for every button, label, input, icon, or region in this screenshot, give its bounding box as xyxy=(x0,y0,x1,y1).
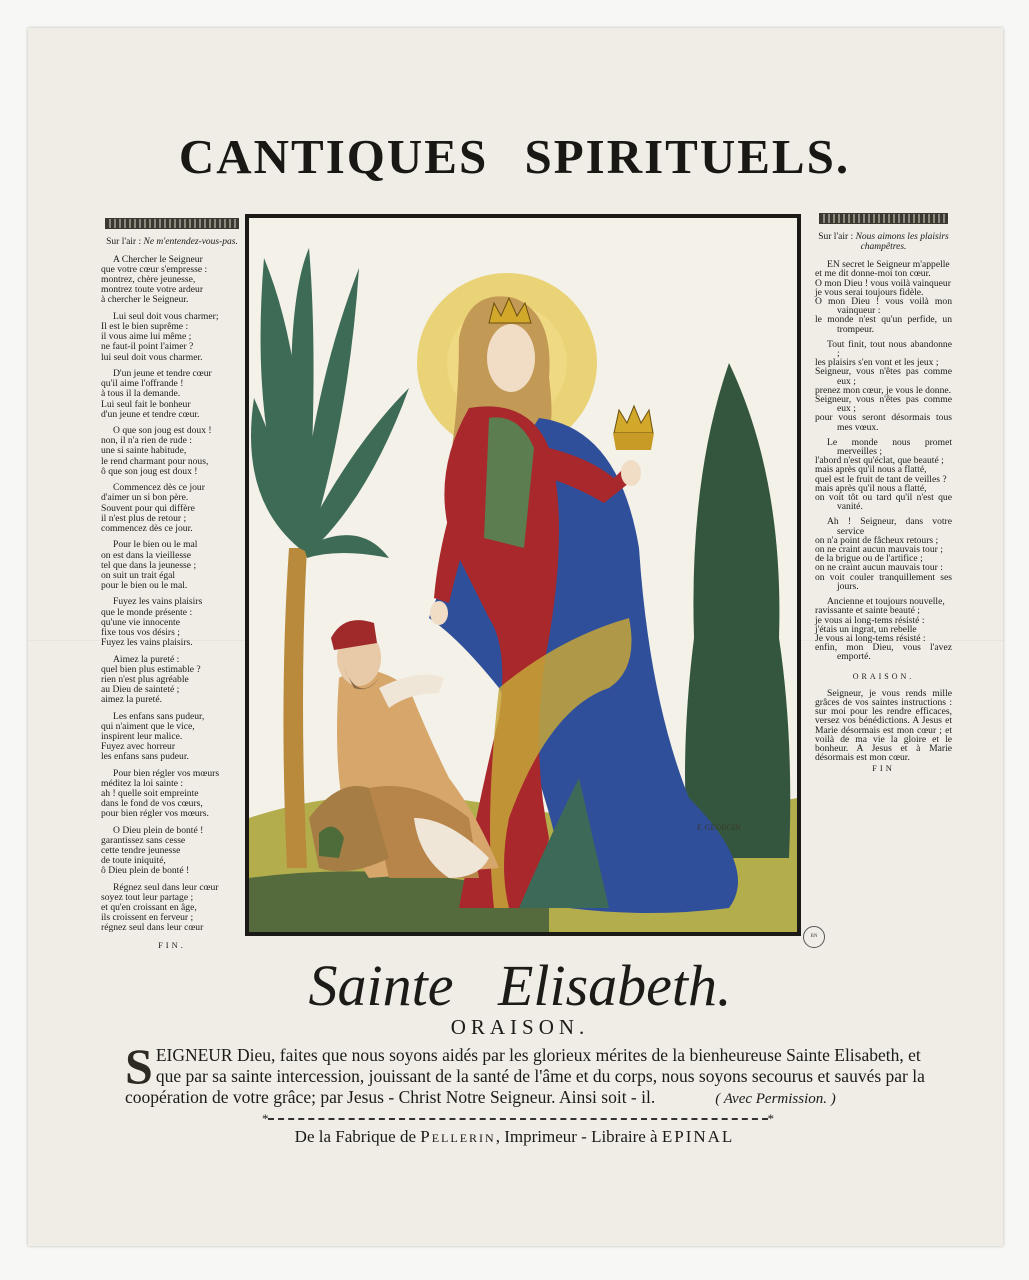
verse-line: ô que son joug est doux ! xyxy=(101,465,198,477)
verse-line: Fuyez les vains plaisirs. xyxy=(101,636,193,648)
ornament-bar xyxy=(819,213,948,224)
verse-line: dans le fond de vos cœurs, xyxy=(101,797,203,809)
air-title: Nous aimons les plaisirs champêtres. xyxy=(855,232,949,253)
saint-elisabeth-illustration xyxy=(249,218,797,932)
verse-line: Ah ! Seigneur, dans votre service xyxy=(827,516,952,537)
verse-line: à tous il la demande. xyxy=(101,388,181,400)
stanza xyxy=(101,312,243,362)
end-mark: FIN xyxy=(872,763,895,774)
stanza xyxy=(815,517,952,591)
verse-line: Le monde nous promet merveilles ; xyxy=(827,436,952,458)
verse-line: pour vous seront désormais tous mes vœux. xyxy=(815,412,952,433)
verse-line: rien n'est plus agréable xyxy=(101,673,189,685)
stanza xyxy=(815,340,952,432)
air-prefix: Sur l'air : xyxy=(818,232,854,242)
verse-line: A Chercher le Seigneur xyxy=(113,254,203,266)
verse-line: les plaisirs s'en vont et les jeux ; xyxy=(815,357,939,369)
stanza xyxy=(101,426,243,476)
verse-line: prenez mon cœur, je vous le donne. xyxy=(815,384,952,396)
prayer-lead: EIGNEUR xyxy=(155,1045,233,1065)
verse-line: qui n'aiment que le vice, xyxy=(101,720,195,732)
verse-line: Les enfans sans pudeur, xyxy=(113,710,205,722)
verse-line: j'étais un ingrat, un rebelle xyxy=(815,623,917,635)
printer-imprint xyxy=(0,1127,1029,1147)
verse-line: montrez, chère jeunesse, xyxy=(101,274,196,286)
verse-line: aimez la pureté. xyxy=(101,693,162,705)
oraison-prayer xyxy=(125,1038,925,1110)
verse-line: EN secret le Seigneur m'appelle xyxy=(827,259,950,271)
verse-line: qu'une vie innocente xyxy=(101,616,180,628)
verse-line: mais après qu'il nous a flatté, xyxy=(815,482,927,494)
verse-line: O Dieu plein de bonté ! xyxy=(113,824,204,836)
verse-line: O mon Dieu ! vous voilà vainqueur xyxy=(815,277,951,289)
verse-line: D'un jeune et tendre cœur xyxy=(113,368,212,380)
end-mark: FIN. xyxy=(158,939,186,950)
prayer-line xyxy=(125,1087,925,1110)
page-title: CANTIQUES SPIRITUELS. xyxy=(178,129,851,184)
stanza xyxy=(101,540,243,590)
verse-line: d'un jeune et tendre cœur. xyxy=(101,408,200,420)
verse-line: mais après qu'il nous a flatté, xyxy=(815,464,927,476)
ornament-bar xyxy=(105,218,239,229)
permission-note: ( Avec Permission. ) xyxy=(715,1091,836,1107)
verse-line: tel que dans la jeunesse ; xyxy=(101,559,197,571)
verse-line: Pour le bien ou le mal xyxy=(113,539,198,551)
stanza xyxy=(815,438,952,512)
verse-line: montrez toute votre ardeur xyxy=(101,284,204,296)
verse-line: on suit un trait égal xyxy=(101,569,176,581)
verse-line: le rend charmant pour nous, xyxy=(101,455,209,467)
verse-line: méditez la loi sainte : xyxy=(101,777,184,789)
verse-line: que votre cœur s'empresse : xyxy=(101,264,208,276)
verse-line: les enfans sans pudeur. xyxy=(101,750,189,762)
verse-line: Tout finit, tout nous abandonne ; xyxy=(827,338,952,360)
verse-line: de la brigue ou de l'artifice ; xyxy=(815,553,923,565)
stanza xyxy=(101,883,243,933)
verse-line: quel est le fruit de tant de veilles ? xyxy=(815,473,947,485)
verse-line: Régnez seul dans leur cœur xyxy=(113,881,219,893)
verse-line: il vous aime lui même ; xyxy=(101,331,192,343)
verse-line: il n'est plus de retour ; xyxy=(101,512,187,524)
verse-line: à chercher le Seigneur. xyxy=(101,294,189,306)
verse-line: commencez dès ce jour. xyxy=(101,522,193,534)
verse-line: on voit tôt ou tard qu'il n'est que vanité. xyxy=(815,492,952,513)
verse-line: Lui seul doit vous charmer; xyxy=(113,311,219,323)
oraison-heading-small: ORAISON. xyxy=(852,671,915,681)
verse-line: garantissez sans cesse xyxy=(101,834,186,846)
verse-line: qu'il aime l'offrande ! xyxy=(101,378,184,390)
air-title: Ne m'entendez-vous-pas. xyxy=(143,237,238,247)
illustration-frame xyxy=(245,214,801,936)
verse-line: Souvent pour qui diffère xyxy=(101,502,195,514)
verse-line: l'abord n'est qu'éclat, que beauté ; xyxy=(815,455,944,467)
verse-line: ne faut-il point l'aimer ? xyxy=(101,341,194,353)
air-indication xyxy=(101,237,243,247)
verse-line: Seigneur, vous n'êtes pas comme eux ; xyxy=(815,394,952,415)
verse-line: on ne craint aucun mauvais tour : xyxy=(815,562,943,574)
prayer-line xyxy=(125,1045,925,1066)
verse-line: Fuyez les vains plaisirs xyxy=(113,596,203,608)
prayer-line: que par sa sainte intercession, jouissant de la santé de l'âme et du corps, nous soyons secourus et sauvés par la xyxy=(155,1066,925,1086)
verse-line: Je vous ai long-tems résisté : xyxy=(815,632,926,644)
verse-line: et qu'en croissant en âge, xyxy=(101,901,197,913)
prayer-line-text: coopération de votre grâce; par Jesus - Christ Notre Seigneur. Ainsi soit - il. xyxy=(125,1087,656,1107)
stanza xyxy=(101,369,243,419)
verse-line: Aimez la pureté : xyxy=(113,653,180,665)
verse-line: O mon Dieu ! vous voilà mon vainqueur : xyxy=(815,296,952,317)
verse-line: Lui seul fait le bonheur xyxy=(101,398,191,410)
stanza-list xyxy=(815,260,952,661)
stanza xyxy=(101,655,243,705)
verse-line: O que son joug est doux ! xyxy=(113,425,212,437)
stanza xyxy=(815,597,952,661)
verse-line: inspirent leur malice. xyxy=(101,730,183,742)
verse-line: quel bien plus estimable ? xyxy=(101,663,201,675)
stanza xyxy=(101,769,243,819)
oraison-heading: ORAISON. xyxy=(450,1015,590,1039)
verse-line: Fuyez avec horreur xyxy=(101,740,176,752)
stanza xyxy=(815,260,952,334)
prayer-line-text: Dieu, faites que nous soyons aidés par les glorieux mérites de la bienheureuse Sainte Elisabeth, et xyxy=(232,1045,921,1065)
stanza xyxy=(101,597,243,647)
printer-name: Pellerin xyxy=(420,1127,496,1146)
collection-stamp: BN xyxy=(803,926,825,948)
verse-line: au Dieu de sainteté ; xyxy=(101,683,180,695)
stanza xyxy=(101,483,243,533)
verse-line: pour bien régler vos mœurs. xyxy=(101,808,209,820)
verse-line: Commencez dès ce jour xyxy=(113,482,205,494)
verse-line: non, il n'a rien de rude : xyxy=(101,435,192,447)
verse-line: une si sainte habitude, xyxy=(101,445,187,457)
verse-line: que le monde présente : xyxy=(101,606,193,618)
saint-name: Sainte Elisabeth. xyxy=(308,953,732,1018)
verse-line: d'aimer un si bon père. xyxy=(101,492,189,504)
verse-line: le monde n'est qu'un perfide, un trompeur. xyxy=(815,314,952,335)
oraison-text-small: Seigneur, je vous rends mille grâces de vos saintes instructions : sur moi pour les rendre efficaces, versez vos bénédictions. A Jesus et Marie désormais est mon cœur ; et voilà de ma vie la gloire et le bonheur. A Jesus et à Marie désormais est mon cœur. xyxy=(815,687,952,764)
imprint-middle: , Imprimeur - Libraire à xyxy=(495,1127,662,1146)
left-hymn-column xyxy=(101,218,243,950)
stanza xyxy=(101,826,243,876)
engraver-signature: F. GEORGIN xyxy=(697,823,741,832)
verse-line: lui seul doit vous charmer. xyxy=(101,351,203,363)
verse-line: et me dit donne-moi ton cœur. xyxy=(815,268,931,280)
printer-city: EPINAL xyxy=(661,1127,735,1146)
verse-line: régnez seul dans leur cœur xyxy=(101,922,204,934)
stanza xyxy=(101,255,243,305)
verse-line: ah ! quelle soit empreinte xyxy=(101,787,199,799)
verse-line: Pour bien régler vos mœurs xyxy=(113,767,220,779)
verse-line: on ne craint aucun mauvais tour ; xyxy=(815,544,943,556)
stanza xyxy=(101,712,243,762)
verse-line: enfin, mon Dieu, vous l'avez emporté. xyxy=(815,642,952,663)
verse-line: fixe tous vos désirs ; xyxy=(101,626,180,638)
verse-line: ils croissent en ferveur ; xyxy=(101,912,194,924)
verse-line: de toute iniquité, xyxy=(101,855,166,866)
stanza-list xyxy=(101,255,243,933)
verse-line: soyez tout leur partage ; xyxy=(101,891,194,903)
imprint-prefix: De la Fabrique de xyxy=(294,1127,421,1146)
verse-line: pour le bien ou le mal. xyxy=(101,579,188,591)
face xyxy=(487,324,535,392)
drop-cap: S xyxy=(125,1038,153,1094)
verse-line: ravissante et sainte beauté ; xyxy=(815,605,920,617)
verse-line: Seigneur, vous n'êtes pas comme eux ; xyxy=(815,366,952,387)
verse-line: on voit couler tranquillement ses jours. xyxy=(815,571,952,592)
verse-line: Ancienne et toujours nouvelle, xyxy=(827,596,945,608)
verse-line: je vous ai long-tems résisté : xyxy=(815,614,925,626)
air-indication xyxy=(815,232,952,252)
verse-line: cette tendre jeunesse xyxy=(101,844,181,856)
right-hymn-column xyxy=(815,213,952,774)
verse-line: on n'a point de fâcheux retours ; xyxy=(815,534,939,546)
verse-line: on est dans la vieillesse xyxy=(101,549,192,561)
verse-line: je vous serai toujours fidèle. xyxy=(815,286,924,298)
verse-line: Il est le bien suprême : xyxy=(101,321,189,333)
verse-line: ô Dieu plein de bonté ! xyxy=(101,865,190,877)
air-prefix: Sur l'air : xyxy=(106,237,142,247)
